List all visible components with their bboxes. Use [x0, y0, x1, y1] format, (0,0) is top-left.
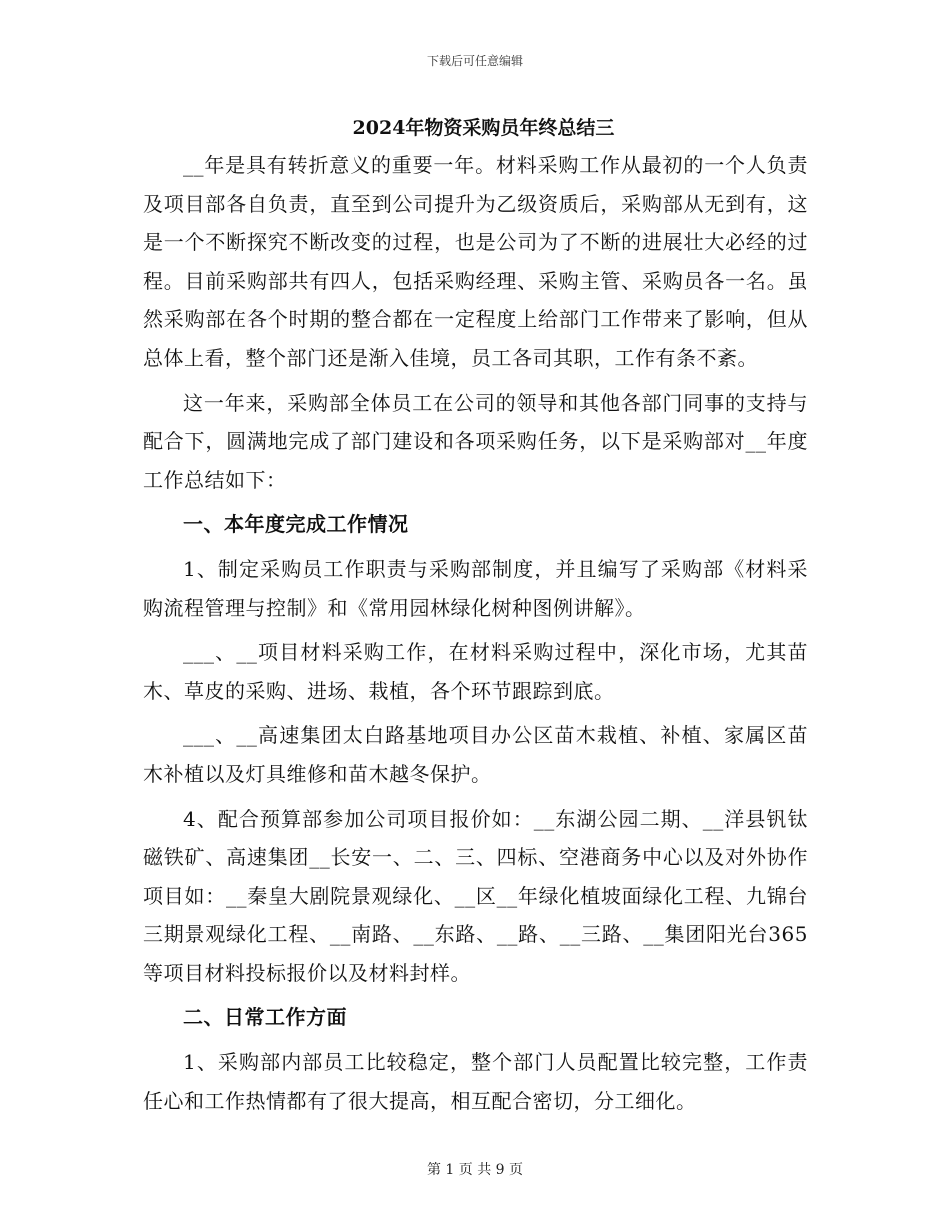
paragraph: 4、配合预算部参加公司项目报价如：__东湖公园二期、__洋县钒钛磁铁矿、高速集团__长安一、二、三、四标、空港商务中心以及对外协作项目如：__秦皇大剧院景观绿化、__区__年绿化植坡面绿化工程、九锦台三期景观绿化工程、__南路、__东路、__路、__三路、__集团阳光台365等项目材料投标报价以及材料封样。: [143, 806, 808, 985]
paragraph: 1、采购部内部员工比较稳定，整个部门人员配置比较完整，工作责任心和工作热情都有了很大提高，相互配合密切，分工细化。: [143, 1050, 808, 1113]
document-body: [143, 110, 808, 1126]
section-heading: 二、日常工作方面: [183, 1005, 347, 1030]
page-header: 下载后可任意编辑: [426, 54, 523, 68]
paragraph: ___、__高速集团太白路基地项目办公区苗木栽植、补植、家属区苗木补植以及灯具维修和苗木越冬保护。: [143, 723, 808, 786]
paragraph: __年是具有转折意义的重要一年。材料采购工作从最初的一个人负责及项目部各自负责，直至到公司提升为乙级资质后，采购部从无到有，这是一个不断探究不断改变的过程，也是公司为了不断的进展壮大必经的过程。目前采购部共有四人，包括采购经理、采购主管、采购员各一名。虽然采购部在各个时期的整合都在一定程度上给部门工作带来了影响，但从总体上看，整个部门还是渐入佳境，员工各司其职，工作有条不紊。: [143, 153, 808, 370]
paragraph: ___、__项目材料采购工作，在材料采购过程中，深化市场，尤其苗木、草皮的采购、进场、栽植，各个环节跟踪到底。: [143, 640, 808, 703]
page-footer: 第 1 页 共 9 页: [426, 1162, 524, 1178]
paragraph: 1、制定采购员工作职责与采购部制度，并且编写了采购部《材料采购流程管理与控制》和《常用园林绿化树种图例讲解》。: [143, 556, 808, 620]
paragraph: 这一年来，采购部全体员工在公司的领导和其他各部门同事的支持与配合下，圆满地完成了部门建设和各项采购任务，以下是采购部对__年度工作总结如下：: [143, 390, 808, 492]
document-title: 2024年物资采购员年终总结三: [352, 117, 615, 139]
section-heading: 一、本年度完成工作情况: [183, 512, 409, 537]
